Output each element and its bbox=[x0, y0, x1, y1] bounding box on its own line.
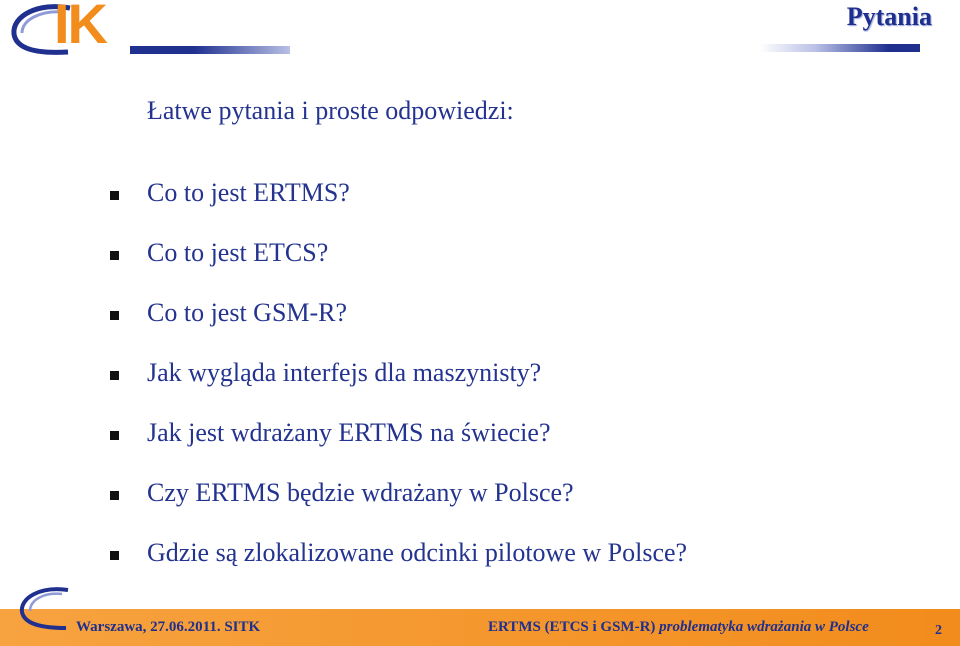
footer-topic-subtitle: problematyka wdrażania w Polsce bbox=[655, 619, 869, 635]
list-item-text: Jak jest wdrażany ERTMS na świecie? bbox=[147, 418, 551, 447]
square-bullet-icon bbox=[110, 191, 119, 200]
list-item bbox=[108, 416, 687, 476]
list-item-text: Czy ERTMS będzie wdrażany w Polsce? bbox=[147, 478, 574, 507]
list-item-text: Gdzie są zlokalizowane odcinki pilotowe w Polsce? bbox=[147, 538, 688, 567]
list-item bbox=[108, 476, 687, 536]
page-title: Pytania bbox=[846, 2, 932, 31]
square-bullet-icon bbox=[110, 251, 119, 260]
page-number: 2 bbox=[935, 623, 942, 638]
footer-location-date: Warszawa, 27.06.2011. SITK bbox=[76, 619, 261, 635]
square-bullet-icon bbox=[110, 551, 119, 560]
question-list bbox=[108, 176, 687, 596]
list-item-text: Co to jest ERTMS? bbox=[147, 178, 350, 207]
list-item bbox=[108, 356, 687, 416]
list-item-text: Co to jest ETCS? bbox=[147, 238, 329, 267]
intro-text: Łatwe pytania i proste odpowiedzi: bbox=[147, 96, 514, 125]
square-bullet-icon bbox=[110, 371, 119, 380]
list-item-text: Co to jest GSM-R? bbox=[147, 298, 348, 327]
footer-bar bbox=[0, 609, 960, 646]
ik-logo bbox=[8, 2, 298, 60]
square-bullet-icon bbox=[110, 491, 119, 500]
logo-text: IK bbox=[54, 0, 106, 55]
list-item bbox=[108, 176, 687, 236]
list-item-text: Jak wygląda interfejs dla maszynisty? bbox=[147, 358, 542, 387]
footer-topic-main: ERTMS (ETCS i GSM-R) bbox=[488, 619, 656, 635]
square-bullet-icon bbox=[110, 431, 119, 440]
list-item bbox=[108, 296, 687, 356]
list-item bbox=[108, 236, 687, 296]
list-item bbox=[108, 536, 687, 596]
footer-logo-arc-icon bbox=[18, 586, 74, 632]
square-bullet-icon bbox=[110, 311, 119, 320]
logo-underline bbox=[130, 46, 290, 54]
footer-topic bbox=[488, 619, 869, 636]
title-underline bbox=[760, 44, 920, 52]
